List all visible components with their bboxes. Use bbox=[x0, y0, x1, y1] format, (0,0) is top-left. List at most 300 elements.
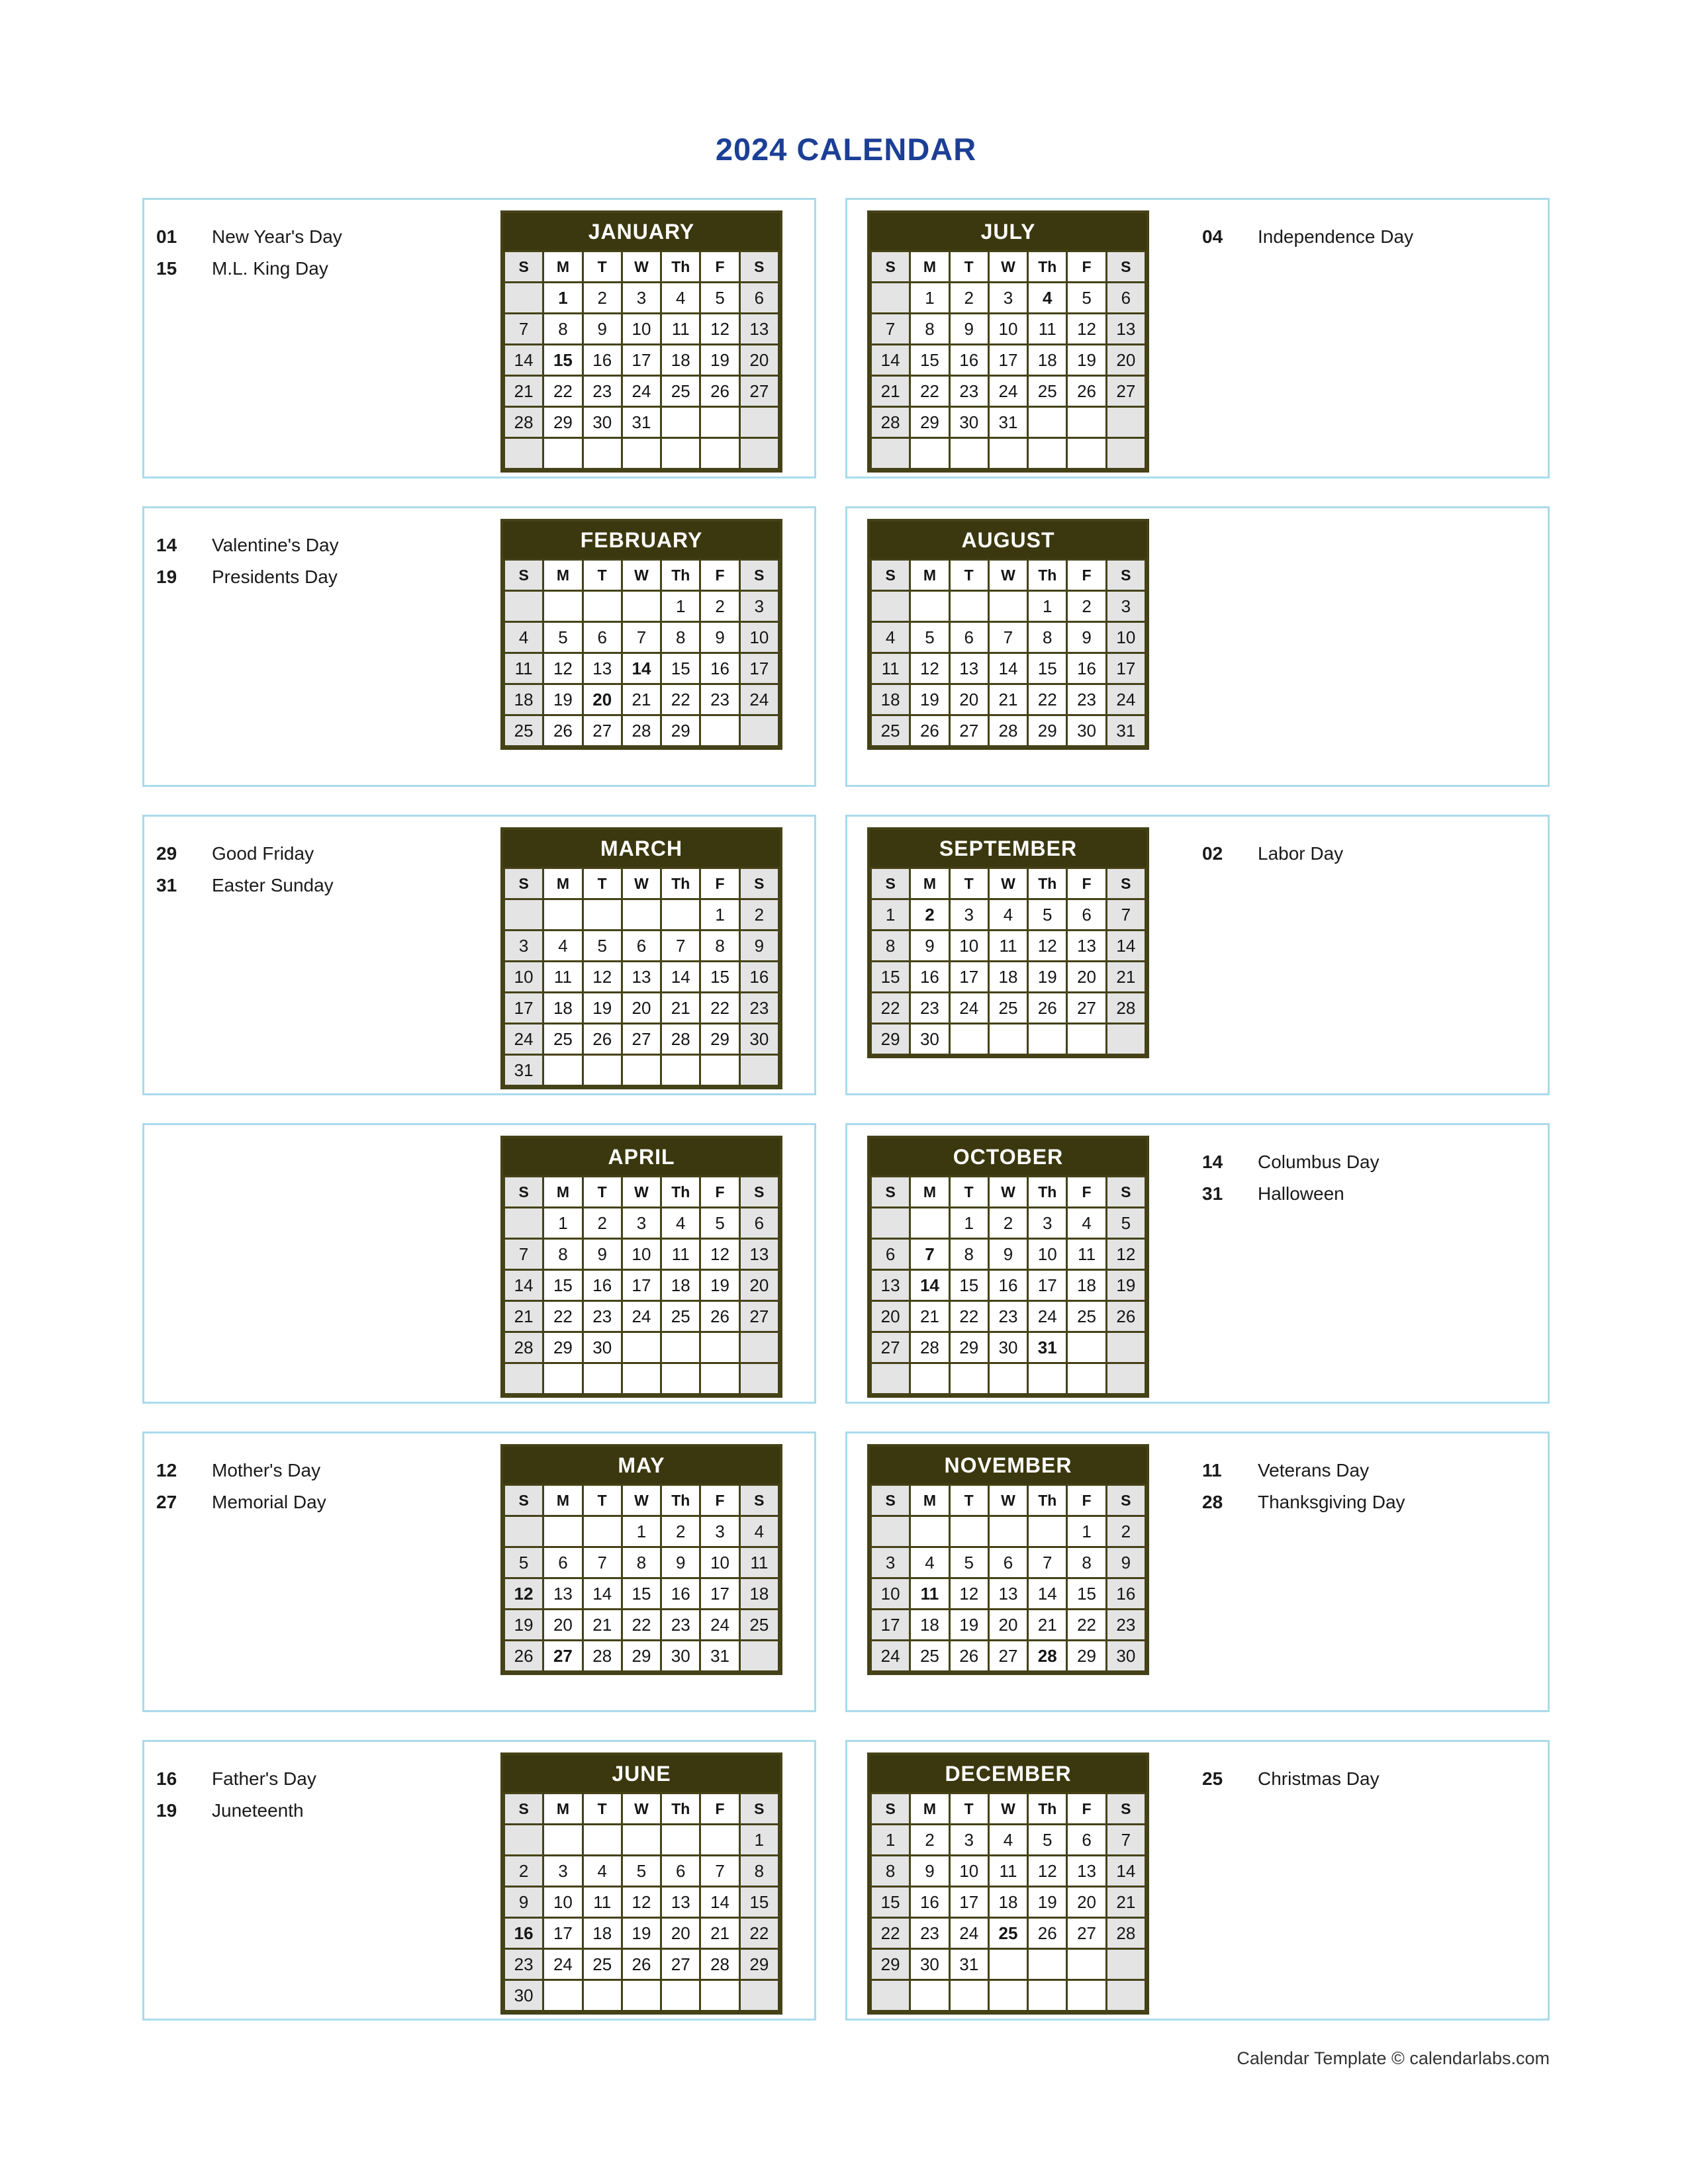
day-cell: 9 bbox=[949, 314, 988, 345]
holiday-date: 14 bbox=[156, 535, 177, 555]
weeks-body bbox=[871, 1208, 1146, 1394]
weekday-header: T bbox=[583, 1177, 622, 1208]
day-cell: 17 bbox=[1106, 653, 1145, 684]
day-cell: 26 bbox=[543, 715, 583, 747]
day-cell: 23 bbox=[949, 376, 988, 407]
month-rows bbox=[142, 198, 1550, 2021]
weekday-header: M bbox=[910, 1794, 949, 1825]
holiday-list bbox=[144, 1742, 500, 1832]
empty-day-cell bbox=[543, 1516, 583, 1547]
day-cell: 9 bbox=[910, 1856, 949, 1887]
holiday-item bbox=[1202, 843, 1548, 864]
empty-day-cell bbox=[949, 1024, 988, 1055]
weekday-header: F bbox=[1067, 1794, 1106, 1825]
weekday-header: Th bbox=[1028, 1177, 1067, 1208]
month-grid bbox=[503, 1792, 780, 2012]
holiday-item bbox=[156, 258, 500, 279]
day-cell: 30 bbox=[504, 1980, 543, 2011]
day-cell: 9 bbox=[583, 1239, 622, 1270]
weekday-header: W bbox=[988, 868, 1027, 899]
day-cell: 4 bbox=[988, 1825, 1027, 1856]
day-cell: 13 bbox=[543, 1578, 583, 1610]
day-cell: 8 bbox=[1067, 1547, 1106, 1578]
day-cell: 29 bbox=[1067, 1641, 1106, 1672]
day-cell: 2 bbox=[949, 283, 988, 314]
empty-day-cell bbox=[910, 591, 949, 622]
weekday-header-row bbox=[871, 868, 1146, 899]
weekday-header: T bbox=[583, 1485, 622, 1516]
day-cell: 7 bbox=[622, 622, 661, 653]
day-cell: 3 bbox=[1106, 591, 1145, 622]
weekday-header: T bbox=[949, 868, 988, 899]
month-grid bbox=[870, 1484, 1147, 1672]
day-cell: 21 bbox=[1106, 1887, 1145, 1918]
day-cell: 23 bbox=[910, 993, 949, 1024]
day-cell: 15 bbox=[1028, 653, 1067, 684]
holiday-list bbox=[144, 200, 500, 290]
weekday-header: Th bbox=[1028, 251, 1067, 283]
day-cell: 6 bbox=[543, 1547, 583, 1578]
day-cell: 24 bbox=[504, 1024, 543, 1055]
empty-day-cell bbox=[1067, 1363, 1106, 1394]
weekday-header: M bbox=[910, 868, 949, 899]
day-cell: 29 bbox=[543, 1332, 583, 1363]
month-panel-november bbox=[845, 1432, 1550, 1712]
day-cell: 2 bbox=[1067, 591, 1106, 622]
day-cell: 15 bbox=[871, 962, 910, 993]
holiday-date: 31 bbox=[1202, 1183, 1223, 1205]
day-cell: 18 bbox=[988, 1887, 1027, 1918]
day-cell: 11 bbox=[988, 1856, 1027, 1887]
day-cell: 9 bbox=[661, 1547, 700, 1578]
weekday-header: M bbox=[543, 1177, 583, 1208]
day-cell: 20 bbox=[583, 684, 622, 715]
calendar-row bbox=[142, 198, 1550, 478]
day-cell: 13 bbox=[1067, 1856, 1106, 1887]
calendar-row bbox=[142, 1432, 1550, 1712]
day-cell: 4 bbox=[661, 1208, 700, 1239]
day-cell: 29 bbox=[949, 1332, 988, 1363]
day-cell: 8 bbox=[871, 1856, 910, 1887]
day-cell: 2 bbox=[661, 1516, 700, 1547]
day-cell: 14 bbox=[583, 1578, 622, 1610]
empty-day-cell bbox=[1106, 1024, 1145, 1055]
day-cell: 21 bbox=[661, 993, 700, 1024]
day-cell: 26 bbox=[1106, 1301, 1145, 1332]
empty-day-cell bbox=[622, 1980, 661, 2011]
day-cell: 21 bbox=[700, 1918, 739, 1949]
empty-day-cell bbox=[661, 1363, 700, 1394]
day-cell: 22 bbox=[871, 993, 910, 1024]
day-cell: 3 bbox=[700, 1516, 739, 1547]
empty-day-cell bbox=[583, 1825, 622, 1856]
month-panel-february bbox=[142, 506, 816, 787]
day-cell: 9 bbox=[739, 931, 778, 962]
day-cell: 20 bbox=[1067, 962, 1106, 993]
empty-day-cell bbox=[949, 1980, 988, 2011]
holiday-item bbox=[1202, 226, 1548, 248]
day-cell: 22 bbox=[949, 1301, 988, 1332]
day-cell: 26 bbox=[1028, 1918, 1067, 1949]
week-row bbox=[504, 1856, 779, 1887]
weekday-header-row bbox=[871, 560, 1146, 591]
day-cell: 5 bbox=[504, 1547, 543, 1578]
day-cell: 10 bbox=[622, 1239, 661, 1270]
day-cell: 19 bbox=[543, 684, 583, 715]
weekday-header: S bbox=[504, 1177, 543, 1208]
day-cell: 28 bbox=[622, 715, 661, 747]
day-cell: 13 bbox=[739, 314, 778, 345]
day-cell: 3 bbox=[988, 283, 1027, 314]
day-cell: 2 bbox=[1106, 1516, 1145, 1547]
empty-day-cell bbox=[543, 591, 583, 622]
day-cell: 17 bbox=[622, 1270, 661, 1301]
day-cell: 19 bbox=[622, 1918, 661, 1949]
day-cell: 10 bbox=[949, 931, 988, 962]
day-cell: 1 bbox=[543, 1208, 583, 1239]
empty-day-cell bbox=[739, 438, 778, 469]
day-cell: 17 bbox=[543, 1918, 583, 1949]
day-cell: 21 bbox=[1028, 1610, 1067, 1641]
day-cell: 1 bbox=[739, 1825, 778, 1856]
month-calendar-october bbox=[867, 1136, 1149, 1398]
holiday-list bbox=[1149, 1125, 1548, 1215]
weekday-header: W bbox=[622, 868, 661, 899]
day-cell: 22 bbox=[739, 1918, 778, 1949]
day-cell: 9 bbox=[700, 622, 739, 653]
weekday-header-row bbox=[504, 1177, 779, 1208]
day-cell: 23 bbox=[910, 1918, 949, 1949]
day-cell: 20 bbox=[988, 1610, 1027, 1641]
holiday-name: Presidents Day bbox=[212, 567, 338, 588]
empty-day-cell bbox=[661, 407, 700, 438]
holiday-date: 14 bbox=[1202, 1152, 1223, 1172]
empty-day-cell bbox=[988, 1363, 1027, 1394]
month-calendar-september bbox=[867, 827, 1149, 1058]
week-row bbox=[871, 1887, 1146, 1918]
empty-day-cell bbox=[700, 1332, 739, 1363]
week-row bbox=[871, 1547, 1146, 1578]
weekday-header: M bbox=[543, 251, 583, 283]
day-cell: 18 bbox=[1067, 1270, 1106, 1301]
holiday-list bbox=[1149, 508, 1548, 535]
day-cell: 11 bbox=[543, 962, 583, 993]
holiday-date: 15 bbox=[156, 258, 177, 279]
empty-day-cell bbox=[1028, 407, 1067, 438]
empty-day-cell bbox=[583, 1055, 622, 1086]
day-cell: 29 bbox=[543, 407, 583, 438]
day-cell: 26 bbox=[504, 1641, 543, 1672]
weeks-body bbox=[871, 899, 1146, 1055]
empty-day-cell bbox=[622, 1055, 661, 1086]
weekday-header: M bbox=[543, 1794, 583, 1825]
day-cell: 16 bbox=[988, 1270, 1027, 1301]
empty-day-cell bbox=[622, 1363, 661, 1394]
weekday-header: T bbox=[583, 1794, 622, 1825]
day-cell: 4 bbox=[871, 622, 910, 653]
holiday-item bbox=[156, 1460, 500, 1481]
day-cell: 27 bbox=[583, 715, 622, 747]
day-cell: 4 bbox=[1067, 1208, 1106, 1239]
day-cell: 1 bbox=[949, 1208, 988, 1239]
day-cell: 2 bbox=[583, 1208, 622, 1239]
holiday-date: 02 bbox=[1202, 843, 1223, 864]
empty-day-cell bbox=[661, 1825, 700, 1856]
holiday-item bbox=[156, 226, 500, 248]
day-cell: 2 bbox=[910, 899, 949, 931]
day-cell: 18 bbox=[543, 993, 583, 1024]
weekday-header: S bbox=[739, 868, 778, 899]
weekday-header: S bbox=[871, 251, 910, 283]
day-cell: 1 bbox=[543, 283, 583, 314]
day-cell: 27 bbox=[1067, 993, 1106, 1024]
day-cell: 12 bbox=[1028, 931, 1067, 962]
weeks-body bbox=[504, 591, 779, 747]
weekday-header-row bbox=[871, 1794, 1146, 1825]
day-cell: 19 bbox=[910, 684, 949, 715]
day-cell: 17 bbox=[504, 993, 543, 1024]
month-grid bbox=[870, 867, 1147, 1056]
day-cell: 14 bbox=[661, 962, 700, 993]
day-cell: 29 bbox=[622, 1641, 661, 1672]
weekday-header: S bbox=[1106, 560, 1145, 591]
day-cell: 15 bbox=[910, 345, 949, 376]
day-cell: 2 bbox=[988, 1208, 1027, 1239]
calendar-row bbox=[142, 1123, 1550, 1404]
day-cell: 1 bbox=[871, 899, 910, 931]
month-calendar-december bbox=[867, 1752, 1149, 2015]
day-cell: 27 bbox=[988, 1641, 1027, 1672]
day-cell: 8 bbox=[543, 1239, 583, 1270]
day-cell: 29 bbox=[910, 407, 949, 438]
calendar-row bbox=[142, 506, 1550, 787]
day-cell: 10 bbox=[739, 622, 778, 653]
month-grid bbox=[503, 867, 780, 1087]
empty-day-cell bbox=[949, 1516, 988, 1547]
day-cell: 23 bbox=[739, 993, 778, 1024]
weekday-header: T bbox=[583, 560, 622, 591]
day-cell: 23 bbox=[504, 1949, 543, 1980]
empty-day-cell bbox=[988, 1516, 1027, 1547]
day-cell: 10 bbox=[543, 1887, 583, 1918]
weekday-header: F bbox=[700, 251, 739, 283]
empty-day-cell bbox=[910, 1363, 949, 1394]
holiday-date: 27 bbox=[156, 1492, 177, 1513]
empty-day-cell bbox=[871, 283, 910, 314]
weekday-header: T bbox=[949, 251, 988, 283]
weekday-header: F bbox=[700, 868, 739, 899]
day-cell: 6 bbox=[1067, 899, 1106, 931]
day-cell: 10 bbox=[1106, 622, 1145, 653]
empty-day-cell bbox=[1028, 1363, 1067, 1394]
day-cell: 6 bbox=[871, 1239, 910, 1270]
day-cell: 23 bbox=[1067, 684, 1106, 715]
weekday-header: Th bbox=[1028, 560, 1067, 591]
day-cell: 25 bbox=[543, 1024, 583, 1055]
holiday-item bbox=[156, 567, 500, 588]
day-cell: 13 bbox=[1106, 314, 1145, 345]
week-row bbox=[504, 1980, 779, 2011]
empty-day-cell bbox=[504, 1516, 543, 1547]
day-cell: 25 bbox=[910, 1641, 949, 1672]
weekday-header: T bbox=[949, 560, 988, 591]
holiday-name: Thanksgiving Day bbox=[1258, 1492, 1405, 1513]
weekday-header-row bbox=[871, 251, 1146, 283]
day-cell: 2 bbox=[583, 283, 622, 314]
day-cell: 19 bbox=[700, 1270, 739, 1301]
day-cell: 28 bbox=[988, 715, 1027, 747]
day-cell: 17 bbox=[739, 653, 778, 684]
holiday-item bbox=[1202, 1152, 1548, 1173]
day-cell: 14 bbox=[910, 1270, 949, 1301]
day-cell: 18 bbox=[661, 1270, 700, 1301]
month-panel-october bbox=[845, 1123, 1550, 1404]
day-cell: 29 bbox=[739, 1949, 778, 1980]
day-cell: 14 bbox=[700, 1887, 739, 1918]
day-cell: 23 bbox=[700, 684, 739, 715]
day-cell: 4 bbox=[739, 1516, 778, 1547]
day-cell: 31 bbox=[622, 407, 661, 438]
day-cell: 12 bbox=[949, 1578, 988, 1610]
day-cell: 11 bbox=[910, 1578, 949, 1610]
empty-day-cell bbox=[661, 1980, 700, 2011]
holiday-name: Halloween bbox=[1258, 1183, 1344, 1205]
day-cell: 1 bbox=[700, 899, 739, 931]
holiday-item bbox=[156, 1492, 500, 1513]
week-row bbox=[504, 283, 779, 314]
month-panel-august bbox=[845, 506, 1550, 787]
month-calendar-april bbox=[500, 1136, 782, 1398]
weekday-header: W bbox=[988, 251, 1027, 283]
weekday-header-row bbox=[504, 1177, 779, 1208]
day-cell: 24 bbox=[700, 1610, 739, 1641]
day-cell: 7 bbox=[1106, 1825, 1145, 1856]
day-cell: 19 bbox=[949, 1610, 988, 1641]
week-row bbox=[871, 1980, 1146, 2011]
day-cell: 1 bbox=[661, 591, 700, 622]
empty-day-cell bbox=[1106, 1949, 1145, 1980]
month-grid bbox=[503, 250, 780, 470]
day-cell: 9 bbox=[504, 1887, 543, 1918]
day-cell: 31 bbox=[949, 1949, 988, 1980]
empty-day-cell bbox=[661, 1055, 700, 1086]
weekday-header: S bbox=[871, 1177, 910, 1208]
month-calendar-february bbox=[500, 519, 782, 750]
day-cell: 6 bbox=[949, 622, 988, 653]
calendar-row bbox=[142, 815, 1550, 1095]
holiday-list bbox=[1149, 200, 1548, 258]
week-row bbox=[871, 899, 1146, 931]
weekday-header: T bbox=[949, 1794, 988, 1825]
day-cell: 19 bbox=[583, 993, 622, 1024]
day-cell: 3 bbox=[622, 1208, 661, 1239]
weekday-header: W bbox=[622, 1794, 661, 1825]
month-header: OCTOBER bbox=[870, 1138, 1147, 1175]
day-cell: 28 bbox=[504, 407, 543, 438]
day-cell: 27 bbox=[1067, 1918, 1106, 1949]
week-row bbox=[504, 1516, 779, 1547]
day-cell: 7 bbox=[504, 314, 543, 345]
day-cell: 25 bbox=[739, 1610, 778, 1641]
day-cell: 27 bbox=[622, 1024, 661, 1055]
holiday-name: Valentine's Day bbox=[212, 535, 339, 555]
weeks-body bbox=[504, 1825, 779, 2011]
holiday-date: 25 bbox=[1202, 1768, 1223, 1789]
day-cell: 24 bbox=[1028, 1301, 1067, 1332]
day-cell: 30 bbox=[910, 1949, 949, 1980]
weeks-body bbox=[871, 283, 1146, 469]
weekday-header: Th bbox=[661, 1485, 700, 1516]
week-row bbox=[871, 1918, 1146, 1949]
day-cell: 28 bbox=[583, 1641, 622, 1672]
day-cell: 8 bbox=[622, 1547, 661, 1578]
day-cell: 5 bbox=[700, 283, 739, 314]
weekday-header: S bbox=[1106, 1794, 1145, 1825]
empty-day-cell bbox=[700, 1363, 739, 1394]
empty-day-cell bbox=[949, 438, 988, 469]
day-cell: 12 bbox=[1106, 1239, 1145, 1270]
day-cell: 1 bbox=[622, 1516, 661, 1547]
day-cell: 5 bbox=[583, 931, 622, 962]
day-cell: 22 bbox=[871, 1918, 910, 1949]
day-cell: 7 bbox=[583, 1547, 622, 1578]
holiday-date: 28 bbox=[1202, 1492, 1223, 1513]
day-cell: 12 bbox=[583, 962, 622, 993]
day-cell: 20 bbox=[622, 993, 661, 1024]
day-cell: 15 bbox=[700, 962, 739, 993]
empty-day-cell bbox=[1106, 1332, 1145, 1363]
week-row bbox=[871, 1516, 1146, 1547]
day-cell: 30 bbox=[583, 1332, 622, 1363]
week-row bbox=[504, 376, 779, 407]
week-row bbox=[504, 1332, 779, 1363]
day-cell: 18 bbox=[504, 684, 543, 715]
day-cell: 8 bbox=[871, 931, 910, 962]
day-cell: 4 bbox=[504, 622, 543, 653]
empty-day-cell bbox=[910, 1516, 949, 1547]
week-row bbox=[504, 1208, 779, 1239]
weekday-header-row bbox=[871, 868, 1146, 899]
day-cell: 22 bbox=[543, 376, 583, 407]
day-cell: 8 bbox=[910, 314, 949, 345]
day-cell: 13 bbox=[661, 1887, 700, 1918]
weekday-header: F bbox=[1067, 251, 1106, 283]
month-calendar-june bbox=[500, 1752, 782, 2015]
day-cell: 29 bbox=[700, 1024, 739, 1055]
empty-day-cell bbox=[1067, 1024, 1106, 1055]
week-row bbox=[871, 1239, 1146, 1270]
weekday-header: M bbox=[543, 1485, 583, 1516]
day-cell: 6 bbox=[988, 1547, 1027, 1578]
empty-day-cell bbox=[661, 899, 700, 931]
weeks-body bbox=[504, 283, 779, 469]
day-cell: 14 bbox=[622, 653, 661, 684]
day-cell: 10 bbox=[700, 1547, 739, 1578]
day-cell: 27 bbox=[739, 376, 778, 407]
month-calendar-march bbox=[500, 827, 782, 1089]
month-grid bbox=[870, 559, 1147, 747]
day-cell: 5 bbox=[1028, 1825, 1067, 1856]
month-calendar-august bbox=[867, 519, 1149, 750]
day-cell: 24 bbox=[622, 376, 661, 407]
weekday-header: S bbox=[739, 1177, 778, 1208]
week-row bbox=[871, 591, 1146, 622]
day-cell: 25 bbox=[871, 715, 910, 747]
day-cell: 16 bbox=[1067, 653, 1106, 684]
day-cell: 7 bbox=[661, 931, 700, 962]
day-cell: 7 bbox=[700, 1856, 739, 1887]
weekday-header-row bbox=[504, 251, 779, 283]
